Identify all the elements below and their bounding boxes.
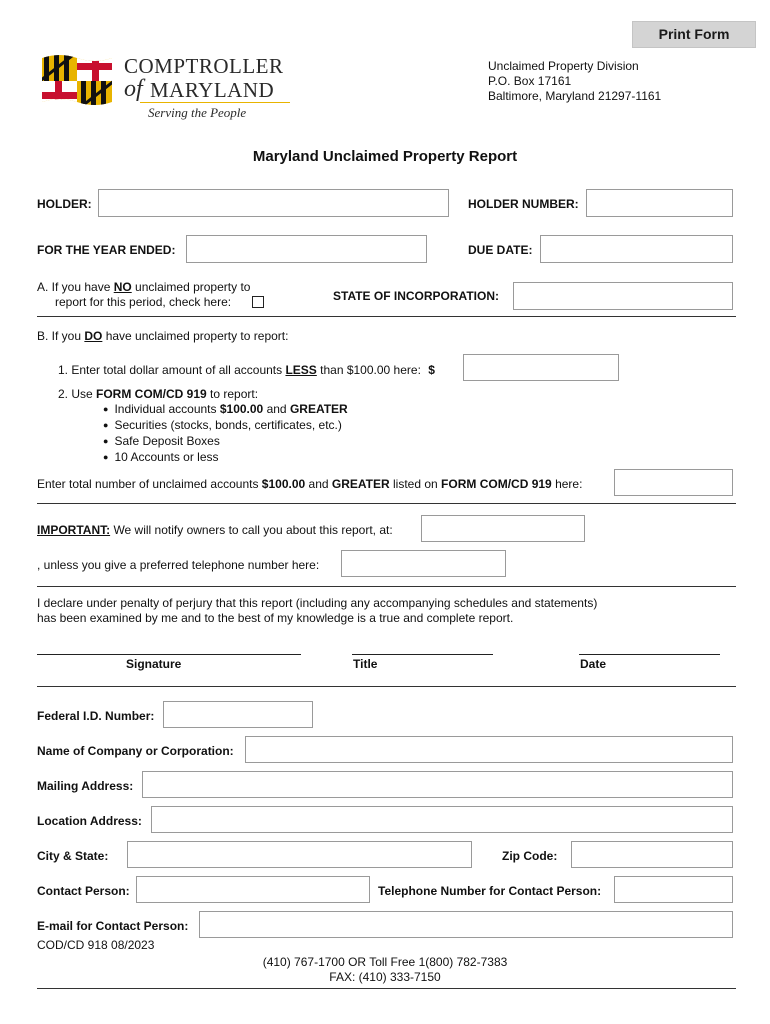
preferred-phone-input[interactable] <box>341 550 506 577</box>
date-line[interactable] <box>579 654 720 655</box>
mailing-address-label: Mailing Address: <box>37 779 134 793</box>
contact-phone-label: Telephone Number for Contact Person: <box>378 884 602 898</box>
divider-2 <box>37 503 736 504</box>
email-label: E-mail for Contact Person: <box>37 919 189 933</box>
section-b-item2: 2. Use FORM COM/CD 919 to report: <box>58 387 259 401</box>
footer-phone: (410) 767-1700 OR Toll Free 1(800) 782-7383 <box>262 955 508 969</box>
location-address-input[interactable] <box>151 806 733 833</box>
due-date-input[interactable] <box>540 235 733 263</box>
comptroller-logo <box>40 50 300 125</box>
mailing-address-input[interactable] <box>142 771 733 798</box>
location-address-label: Location Address: <box>37 814 142 828</box>
form-919-bullet-list <box>103 402 348 466</box>
logo-underline <box>140 102 290 103</box>
less-than-100-amount-input[interactable] <box>463 354 619 381</box>
page-title: Maryland Unclaimed Property Report <box>252 148 518 165</box>
divider-4 <box>37 686 736 687</box>
notify-phone-input[interactable] <box>421 515 585 542</box>
state-incorporation-input[interactable] <box>513 282 733 310</box>
list-item: ● Individual accounts $100.00 and GREATER <box>103 402 348 418</box>
city-state-label: City & State: <box>37 849 109 863</box>
signature-line[interactable] <box>37 654 301 655</box>
state-incorporation-label: STATE OF INCORPORATION: <box>333 289 499 303</box>
logo-tagline: Serving the People <box>148 105 247 120</box>
address-po-box: P.O. Box 17161 <box>488 74 572 88</box>
address-city: Baltimore, Maryland 21297-1161 <box>488 89 662 103</box>
date-label: Date <box>580 657 607 671</box>
no-property-checkbox[interactable] <box>252 296 264 308</box>
section-b-heading: B. If you DO have unclaimed property to report: <box>37 329 289 343</box>
company-label: Name of Company or Corporation: <box>37 744 234 758</box>
year-ended-input[interactable] <box>186 235 427 263</box>
list-item: ● Safe Deposit Boxes <box>103 434 348 450</box>
list-item: ● Securities (stocks, bonds, certificates, etc.) <box>103 418 348 434</box>
company-input[interactable] <box>245 736 733 763</box>
contact-phone-input[interactable] <box>614 876 733 903</box>
divider-1 <box>37 316 736 317</box>
contact-person-label: Contact Person: <box>37 884 130 898</box>
holder-input[interactable] <box>98 189 449 217</box>
signature-label: Signature <box>126 657 182 671</box>
form-code: COD/CD 918 08/2023 <box>37 938 155 952</box>
logo-line2: MARYLAND <box>150 78 275 102</box>
declaration-line2: has been examined by me and to the best of my knowledge is a true and complete report. <box>37 611 514 625</box>
footer-divider <box>37 988 736 989</box>
print-form-button[interactable]: Print Form <box>632 21 756 48</box>
logo-line1: COMPTROLLER <box>124 54 284 78</box>
zip-code-label: Zip Code: <box>502 849 558 863</box>
total-accounts-input[interactable] <box>614 469 733 496</box>
city-state-input[interactable] <box>127 841 472 868</box>
contact-person-input[interactable] <box>136 876 370 903</box>
address-division: Unclaimed Property Division <box>488 59 639 73</box>
declaration-line1: I declare under penalty of perjury that this report (including any accompanying schedules and statements) <box>37 596 598 610</box>
logo-of: of <box>124 76 143 102</box>
holder-label: HOLDER: <box>37 197 92 211</box>
maryland-flag-icon <box>40 52 114 110</box>
section-a-line2: report for this period, check here: <box>55 295 232 309</box>
holder-number-label: HOLDER NUMBER: <box>468 197 579 211</box>
section-a-line1: A. If you have NO unclaimed property to <box>37 280 251 294</box>
total-accounts-label: Enter total number of unclaimed accounts $100.00 and GREATER listed on FORM COM/CD 919 here: <box>37 477 583 491</box>
important-line2: , unless you give a preferred telephone number here: <box>37 558 320 572</box>
year-ended-label: FOR THE YEAR ENDED: <box>37 243 176 257</box>
federal-id-input[interactable] <box>163 701 313 728</box>
section-b-item1: 1. Enter total dollar amount of all accounts LESS than $100.00 here: $ <box>58 363 435 377</box>
title-label: Title <box>353 657 378 671</box>
important-line1: IMPORTANT: We will notify owners to call you about this report, at: <box>37 523 393 537</box>
holder-number-input[interactable] <box>586 189 733 217</box>
due-date-label: DUE DATE: <box>468 243 533 257</box>
email-input[interactable] <box>199 911 733 938</box>
zip-code-input[interactable] <box>571 841 733 868</box>
divider-3 <box>37 586 736 587</box>
list-item: ● 10 Accounts or less <box>103 450 348 466</box>
title-line[interactable] <box>352 654 493 655</box>
federal-id-label: Federal I.D. Number: <box>37 709 155 723</box>
footer-fax: FAX: (410) 333-7150 <box>329 970 441 984</box>
